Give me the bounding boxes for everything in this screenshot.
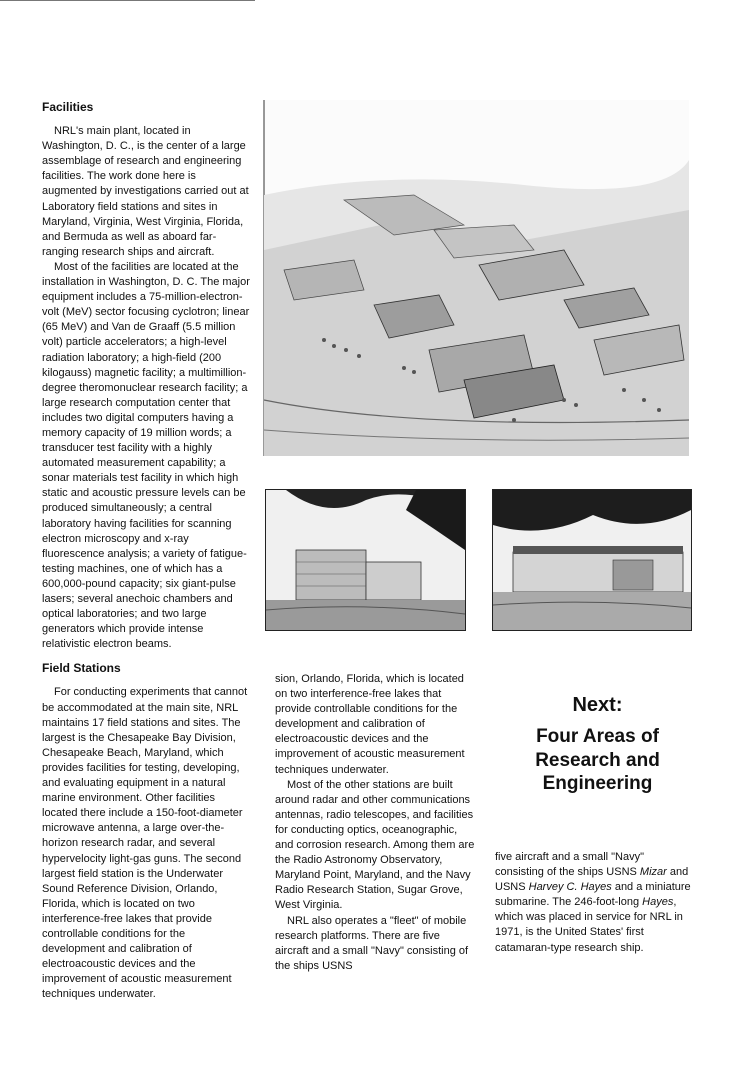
field-stations-paragraph-1: For conducting experiments that cannot be accommodated at the main site, NRL maintains 17 field stations and sites. The largest is the Chesapeake Bay Division, Chesapeake Beach, Maryland, which provides facilities for testing, developing, and evaluating equipment in a natural marine environment. Other facilities located there include a 150-foot-diameter microwave antenna, a large over-the-horizon research radar, and several hypervelocity light-gas guns. The second largest field station is the Underwater Sound Reference Division, Orlando, Florida, which is located on two interference-free lakes that provide controllable conditions for the development and calibration of electroacoustic devices and the improvement of acoustic measurement techniques underwater. [42, 686, 248, 1001]
field-stations-heading: Field Stations [42, 661, 121, 676]
right-column [495, 850, 695, 956]
top-rule [0, 0, 255, 1]
field-stations-paragraph-3: NRL also operates a "fleet" of mobile research platforms. There are five aircraft and a small "Navy" consisting of the ships USNS [275, 914, 469, 972]
building-photo-left [265, 489, 466, 631]
ship-name-hayes: Hayes [642, 896, 674, 909]
field-stations-paragraph-3-continued: five aircraft and a small "Navy" consisting of the ships USNS Mizar and USNS Harvey C. Hayes and a miniature submarine. The 246-foot-long Hayes, which was placed in service for NRL in 1971, is the United States' first catamaran-type research ship. [495, 851, 691, 954]
ship-name-mizar: Mizar [639, 866, 667, 879]
ship-name-harvey-c-hayes: Harvey C. Hayes [528, 881, 612, 894]
aerial-photo-illustration [264, 100, 689, 456]
next-title: Four Areas of Research and Engineering [535, 726, 660, 794]
facilities-heading: Facilities [42, 100, 94, 114]
facilities-paragraph-1: NRL's main plant, located in Washington, D. C., is the center of a large assemblage of research and engineering facilities. The work done here is augmented by investigations carried out at Laboratory field stations and sites in Maryland, Virginia, West Virginia, Florida, and Bermuda as well as aboard far-ranging research ships and aircraft. [42, 125, 249, 258]
building-photo-left-illustration [266, 490, 465, 630]
building-photo-right [492, 489, 692, 631]
facilities-paragraph-2: Most of the facilities are located at the installation in Washington, D. C. The major equipment includes a 75-million-electron-volt (MeV) sector focusing cyclotron; linear (65 MeV) and Van de Graaff (5.5 million volt) particle accelerators; a high-level radiation laboratory; a high-field (200 kilogauss) magnetic facility; a multimillion-degree theromonuclear research facility; a large research computation center that includes two digital computers having a memory capacity of 19 million words; a transducer test facility with a highly automated measurement capability; a sonar materials test facility in which high static and acoustic pressure levels can be produced simultaneously; a central laboratory having facilities for scanning electron microscopy and x-ray fluorescence analysis; a variety of fatigue-testing machines, one of which has a 600,000-pound capacity; six giant-pulse lasers; several anechoic chambers and optical laboratories; and two large generators which provide intense relativistic electron beams. [42, 260, 250, 651]
next-label: Next: [572, 694, 623, 716]
next-teaser [500, 692, 695, 796]
building-photo-right-illustration [493, 490, 691, 630]
left-column [42, 100, 250, 1001]
middle-column [275, 672, 475, 974]
field-stations-paragraph-1-continued: sion, Orlando, Florida, which is located on two interference-free lakes that provide controllable conditions for the development and calibration of electroacoustic devices and the improvement of acoustic measurement techniques underwater. [275, 673, 465, 776]
field-stations-paragraph-2: Most of the other stations are built around radar and other communications antennas, radio telescopes, and facilities for conducting optics, oceanographic, and corrosion research. Among them are the Radio Astronomy Observatory, Maryland Point, Maryland, and the Navy Radio Research Station, Sugar Grove, West Virginia. [275, 778, 475, 912]
aerial-photo [264, 100, 689, 456]
